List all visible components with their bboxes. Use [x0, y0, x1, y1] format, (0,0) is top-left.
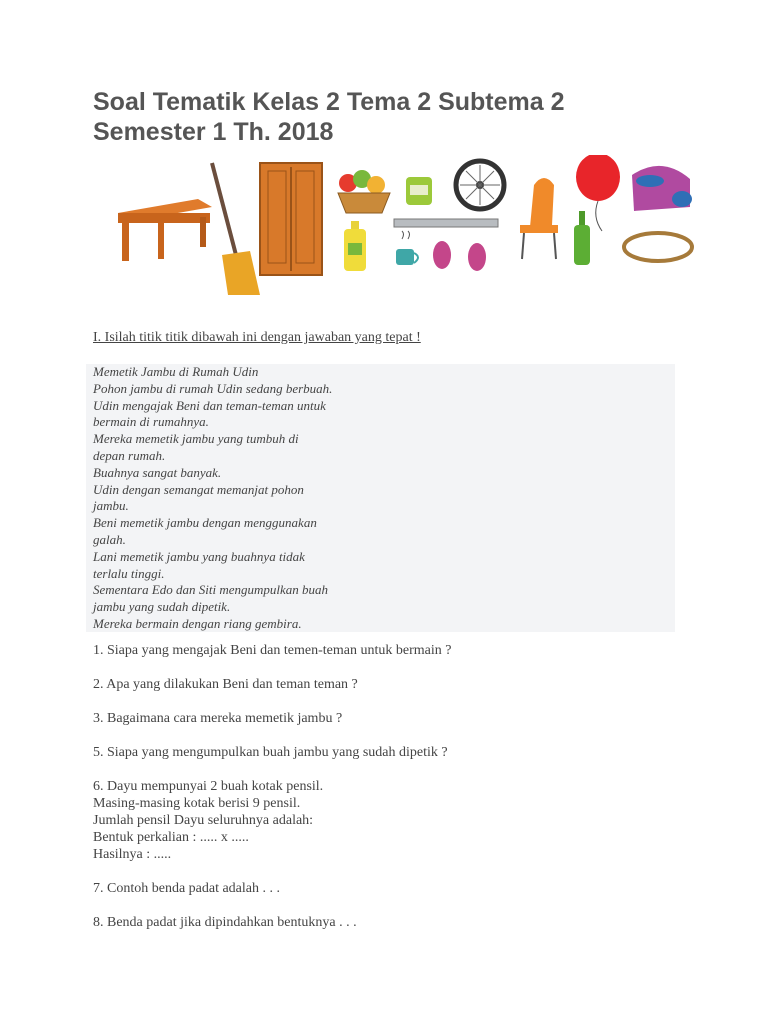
title-line-1: Soal Tematik Kelas 2 Tema 2 Subtema 2 — [93, 88, 565, 116]
table-icon — [118, 199, 212, 261]
question-6-line: Masing-masing kotak berisi 9 pensil. — [93, 796, 301, 811]
question-5: 5. Siapa yang mengumpulkan buah jambu yang sudah dipetik ? — [93, 745, 448, 760]
wheel-icon — [456, 161, 504, 209]
question-6-line: 6. Dayu mempunyai 2 buah kotak pensil. — [93, 779, 324, 794]
story-line: Pohon jambu di rumah Udin sedang berbuah. — [93, 380, 333, 396]
story-line: Udin dengan semangat memanjat pohon — [93, 481, 304, 497]
wardrobe-icon — [260, 163, 322, 275]
solid-objects-illustration — [110, 155, 710, 305]
page-title — [93, 87, 693, 147]
cup-icon — [396, 231, 418, 265]
story-line: jambu yang sudah dipetik. — [93, 599, 231, 615]
question-6 — [93, 778, 693, 863]
can-icon — [406, 177, 432, 205]
instruction-text: I. Isilah titik titik dibawah ini dengan jawaban yang tepat ! — [93, 330, 421, 345]
story-line: Mereka memetik jambu yang tumbuh di — [93, 431, 299, 447]
backpack-icon — [632, 166, 692, 211]
story-line: Sementara Edo dan Siti mengumpulkan buah — [93, 582, 329, 598]
story-line: Lani memetik jambu yang buahnya tidak — [93, 548, 305, 564]
hoop-icon — [624, 233, 692, 261]
story-line: Memetik Jambu di Rumah Udin — [93, 364, 259, 379]
story-box — [86, 364, 675, 632]
story-line: terlalu tinggi. — [93, 565, 165, 581]
question-8: 8. Benda padat jika dipindahkan bentuknya . . . — [93, 915, 357, 930]
chair-icon — [520, 178, 558, 259]
question-1: 1. Siapa yang mengajak Beni dan temen-teman untuk bermain ? — [93, 643, 452, 658]
question-7: 7. Contoh benda padat adalah . . . — [93, 881, 281, 896]
title-line-2: Semester 1 Th. 2018 — [93, 118, 334, 146]
story-line: Beni memetik jambu dengan menggunakan — [93, 515, 317, 531]
story-line: Udin mengajak Beni dan teman-teman untuk — [93, 397, 326, 413]
question-3: 3. Bagaimana cara mereka memetik jambu ? — [93, 711, 343, 726]
story-line: depan rumah. — [93, 447, 166, 463]
question-6-line: Bentuk perkalian : ..... x ..... — [93, 830, 249, 845]
question-6-line: Hasilnya : ..... — [93, 847, 172, 862]
question-list — [93, 642, 693, 948]
story-line: galah. — [93, 531, 126, 547]
story-line: Buahnya sangat banyak. — [93, 464, 222, 480]
fruit-basket-icon — [338, 170, 390, 213]
story-line: bermain di rumahnya. — [93, 414, 209, 430]
broom-icon — [212, 163, 260, 295]
question-6-line: Jumlah pensil Dayu seluruhnya adalah: — [93, 813, 314, 828]
story-line: jambu. — [93, 498, 129, 514]
ruler-icon — [394, 219, 498, 227]
oil-bottle-icon — [344, 221, 366, 271]
story-line: Mereka bermain dengan riang gembira. — [93, 615, 302, 631]
question-2: 2. Apa yang dilakukan Beni dan teman teman ? — [93, 677, 358, 692]
slippers-icon — [433, 241, 486, 271]
green-bottle-icon — [574, 211, 590, 265]
